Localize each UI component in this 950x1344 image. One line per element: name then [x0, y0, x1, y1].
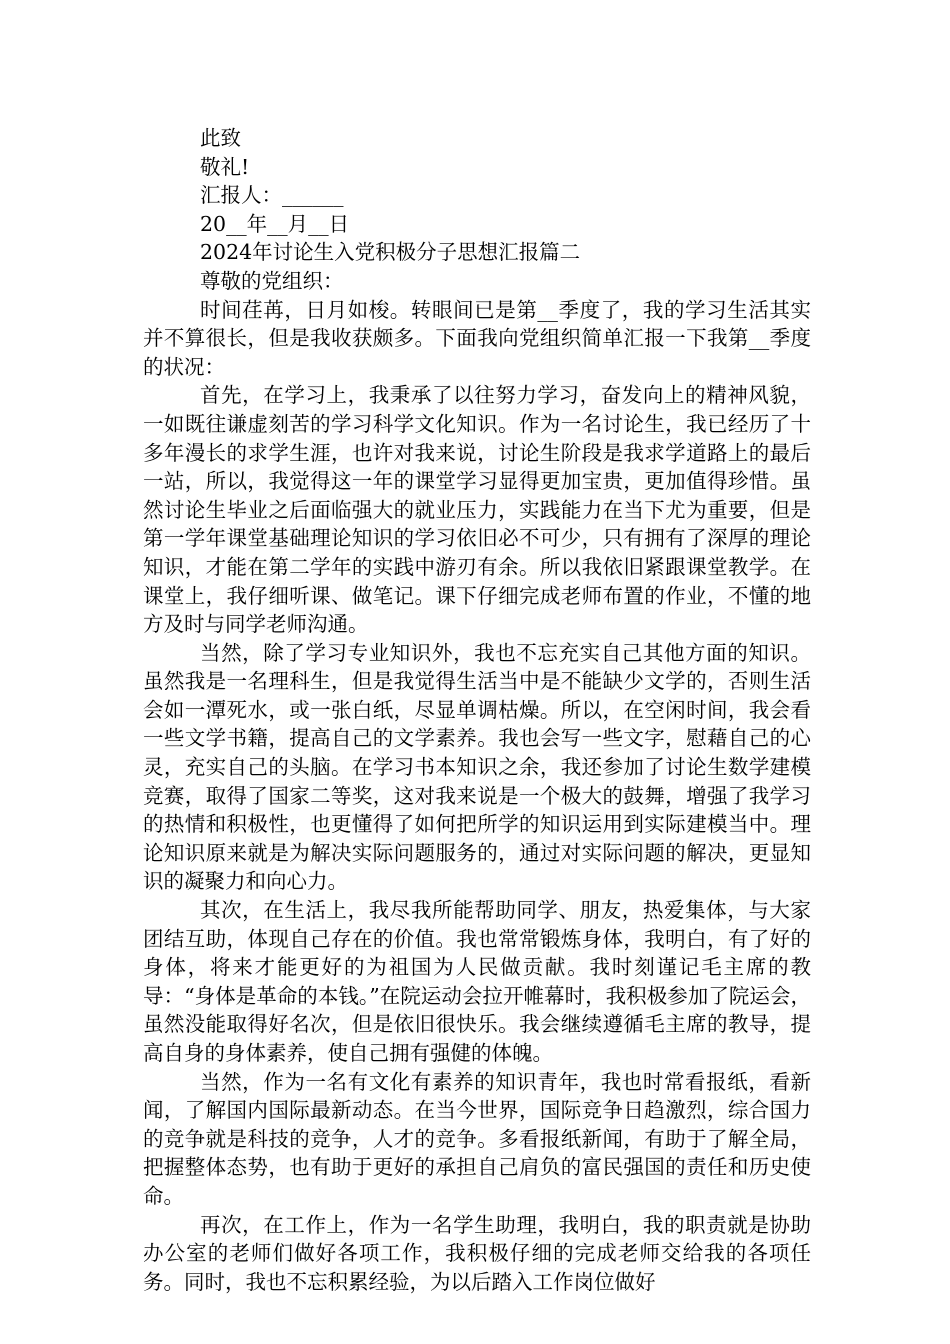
paragraph-knowledge: 当然，除了学习专业知识外，我也不忘充实自己其他方面的知识。虽然我是一名理科生，但是我觉得生活当中是不能缺少文学的，否则生活会如一潭死水，或一张白纸，尽显单调枯燥。所以，在空闲时间，我会看一些文学书籍，提高自己的文学素养。我也会写一些文字，慰藉自己的心灵，充实自己的头脑。在学习书本知识之余，我还参加了讨论生数学建模竞赛，取得了国家二等奖，这对我来说是一个极大的鼓舞，增强了我学习的热情和积极性，也更懂得了如何把所学的知识运用到实际建模当中。理论知识原来就是为解决实际问题服务的，通过对实际问题的解决，更显知识的凝聚力和向心力。 [143, 640, 811, 894]
paragraph-life: 其次，在生活上，我尽我所能帮助同学、朋友，热爱集体，与大家团结互助，体现自己存在的价值。我也常常锻炼身体，我明白，有了好的身体，将来才能更好的为祖国为人民做贡献。我时刻谨记毛主席的教导：“身体是革命的本钱。”在院运动会拉开帷幕时，我积极参加了院运会，虽然没能取得好名次，但是依旧很快乐。我会继续遵循毛主席的教导，提高自身的身体素养，使自己拥有强健的体魄。 [143, 898, 811, 1065]
paragraph-study: 首先，在学习上，我秉承了以往努力学习，奋发向上的精神风貌，一如既往谦虚刻苦的学习科学文化知识。作为一名讨论生，我已经历了十多年漫长的求学生涯，也许对我来说，讨论生阶段是我求学道路上的最后一站，所以，我觉得这一年的课堂学习显得更加宝贵，更加值得珍惜。虽然讨论生毕业之后面临强大的就业压力，实践能力在当下尤为重要，但是第一学年课堂基础理论知识的学习依旧必不可少，只有拥有了深厚的理论知识，才能在第二学年的实践中游刃有余。所以我依旧紧跟课堂教学。在课堂上，我仔细听课、做笔记。课下仔细完成老师布置的作业，不懂的地方及时与同学老师沟通。 [143, 383, 811, 637]
date-line: 20__年__月__日 [200, 211, 350, 236]
paragraph-intro: 时间荏苒，日月如梭。转眼间已是第__季度了，我的学习生活其实并不算很长，但是我收获颇多。下面我向党组织简单汇报一下我第__季度的状况： [143, 297, 811, 379]
closing-jingli: 敬礼! [200, 154, 250, 179]
section-title: 2024年讨论生入党积极分子思想汇报篇二 [200, 240, 581, 265]
document-body [143, 124, 811, 1296]
salutation: 尊敬的党组织： [200, 268, 344, 293]
paragraph-news: 当然，作为一名有文化有素养的知识青年，我也时常看报纸，看新闻，了解国内国际最新动态。在当今世界，国际竞争日趋激烈，综合国力的竞争就是科技的竞争，人才的竞争。多看报纸新闻，有助于了解全局，把握整体态势，也有助于更好的承担自己肩负的富民强国的责任和历史使命。 [143, 1069, 811, 1208]
closing-zhici: 此致 [200, 126, 241, 150]
reporter-line: 汇报人：______ [200, 183, 344, 208]
paragraph-work: 再次，在工作上，作为一名学生助理，我明白，我的职责就是协助办公室的老师们做好各项工作，我积极仔细的完成老师交给我的各项任务。同时，我也不忘积累经验，为以后踏入工作岗位做好 [143, 1212, 811, 1294]
